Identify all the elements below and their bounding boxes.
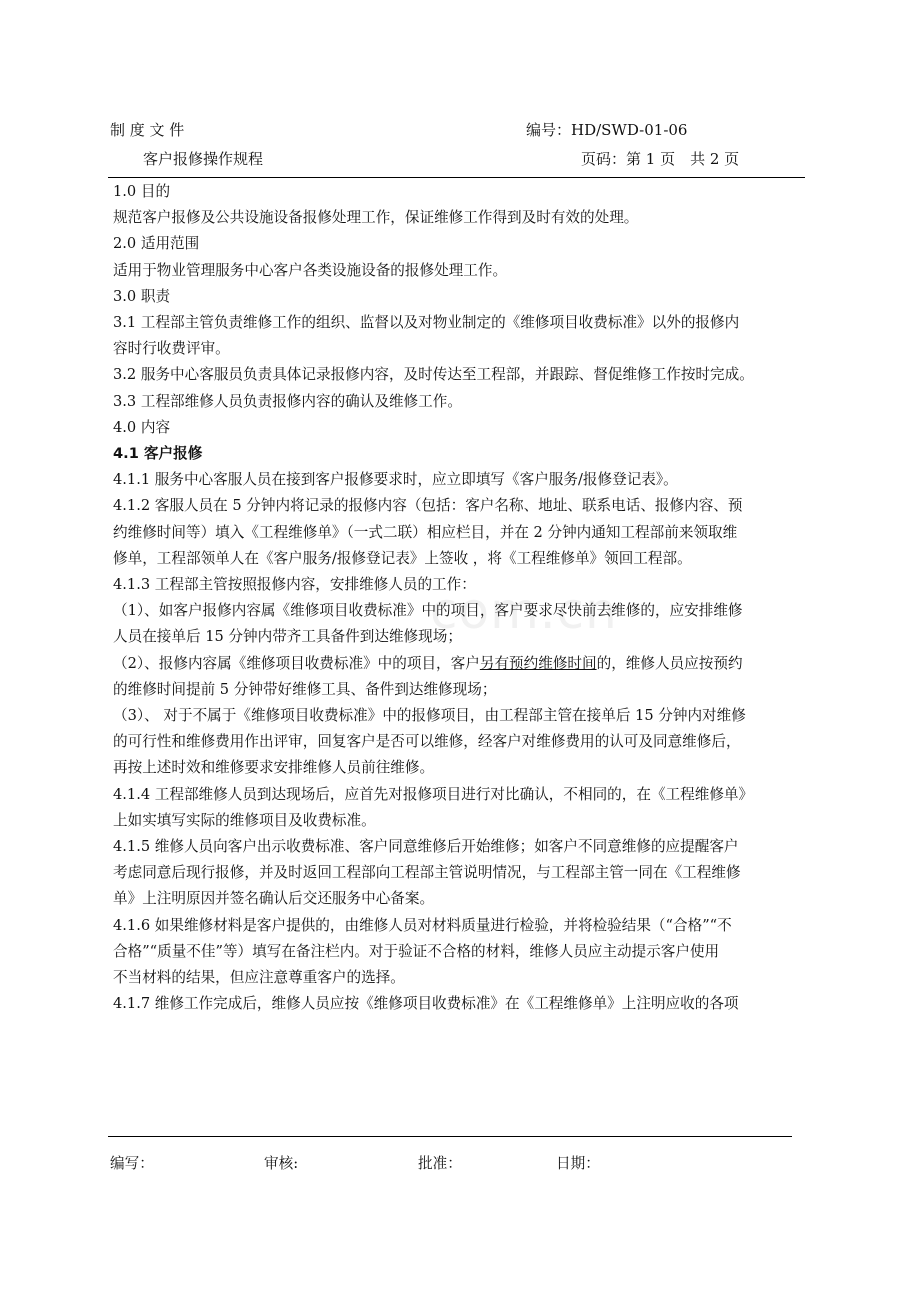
paragraph-line: （1）、如客户报修内容属《维修项目收费标准》中的项目，客户要求尽快前去维修的，应安排维修	[113, 602, 743, 620]
paragraph-line: 上如实填写实际的维修项目及收费标准。	[113, 811, 376, 829]
paragraph-line: 容时行收费评审。	[113, 340, 230, 358]
paragraph-line: 规范客户报修及公共设施设备报修处理工作，保证维修工作得到及时有效的处理。	[113, 209, 639, 227]
paragraph-line: 4.1.1 服务中心客服人员在接到客户报修要求时，应立即填写《客户服务/报修登记表》。	[113, 471, 678, 489]
line-text: （2）、报修内容属《维修项目收费标准》中的项目，客户	[113, 654, 480, 672]
paragraph-line: 4.1.5 维修人员向客户出示收费标准、客户同意维修后开始维修；如客户不同意维修的应提醒客户	[113, 838, 739, 856]
paragraph-line: 考虑同意后现行报修，并及时返回工程部向工程部主管说明情况，与工程部主管一同在《工程维修	[113, 864, 741, 882]
footer-date-label: 日期：	[556, 1155, 600, 1172]
subsection-heading-bold: 4.1 客户报修	[113, 445, 203, 463]
paragraph-line: 4.1.7 维修工作完成后，维修人员应按《维修项目收费标准》在《工程维修单》上注明应收的各项	[113, 995, 739, 1013]
paragraph-line: 的维修时间提前 5 分钟带好维修工具、备件到达维修现场；	[113, 680, 497, 698]
paragraph-line	[113, 651, 819, 677]
document-body	[113, 179, 819, 1018]
doc-type-label: 制 度 文 件	[110, 121, 185, 139]
paragraph-line: 3.2 服务中心客服员负责具体记录报修内容，及时传达至工程部，并跟踪、督促维修工作按时完成。	[113, 366, 754, 384]
doc-code: 编号：HD/SWD-01-06	[526, 121, 688, 139]
section-heading: 4.0 内容	[113, 418, 171, 436]
header-divider	[108, 177, 805, 178]
footer-reviewer-label: 审核:	[264, 1155, 299, 1172]
paragraph-line: 3.1 工程部主管负责维修工作的组织、监督以及对物业制定的《维修项目收费标准》以外的报修内	[113, 314, 740, 332]
paragraph-line: 4.1.3 工程部主管按照报修内容，安排维修人员的工作：	[113, 576, 476, 594]
paragraph-line: 约维修时间等）填入《工程维修单》（一式二联）相应栏目，并在 2 分钟内通知工程部前来领取维	[113, 523, 738, 541]
paragraph-line: 的可行性和维修费用作出评审，回复客户是否可以维修，经客户对维修费用的认可及同意维修后，	[113, 733, 741, 751]
doc-title: 客户报修操作规程	[143, 150, 264, 168]
footer-divider	[108, 1136, 792, 1137]
section-heading: 3.0 职责	[113, 287, 171, 305]
paragraph-line: 人员在接单后 15 分钟内带齐工具备件到达维修现场；	[113, 628, 462, 646]
paragraph-line: 4.1.6 如果维修材料是客户提供的，由维修人员对材料质量进行检验，并将检验结果（“合格”“不	[113, 916, 732, 934]
footer-approver-label: 批准：	[418, 1155, 462, 1172]
paragraph-line: （3）、 对于不属于《维修项目收费标准》中的报修项目，由工程部主管在接单后 15 分钟内对维修	[113, 707, 746, 725]
paragraph-line: 4.1.2 客服人员在 5 分钟内将记录的报修内容（包括：客户名称、地址、联系电话、报修内容、预	[113, 497, 743, 515]
section-heading: 1.0 目的	[113, 183, 171, 200]
page-info: 页码：第 1 页 共 2 页	[581, 150, 740, 168]
section-heading: 2.0 适用范围	[113, 235, 200, 253]
underlined-text: 另有预约维修时间	[479, 654, 597, 672]
paragraph-line: 再按上述时效和维修要求安排维修人员前往维修。	[113, 759, 435, 777]
line-text: 的，维修人员应按预约	[596, 654, 743, 672]
paragraph-line: 4.1.4 工程部维修人员到达现场后，应首先对报修项目进行对比确认，不相同的，在《工程维修单》	[113, 785, 754, 803]
paragraph-line: 单》上注明原因并签名确认后交还服务中心备案。	[113, 890, 435, 908]
footer-writer-label: 编写：	[110, 1155, 154, 1172]
paragraph-line: 3.3 工程部维修人员负责报修内容的确认及维修工作。	[113, 392, 462, 410]
watermark: com.cn	[430, 582, 618, 640]
paragraph-line: 适用于物业管理服务中心客户各类设施设备的报修处理工作。	[113, 261, 508, 279]
paragraph-line: 合格”“质量不佳”等）填写在备注栏内。对于验证不合格的材料，维修人员应主动提示客户使用	[113, 942, 720, 960]
paragraph-line: 不当材料的结果，但应注意尊重客户的选择。	[113, 969, 405, 987]
paragraph-line: 修单，工程部领单人在《客户服务/报修登记表》上签收 ，将《工程维修单》领回工程部。	[113, 549, 692, 567]
